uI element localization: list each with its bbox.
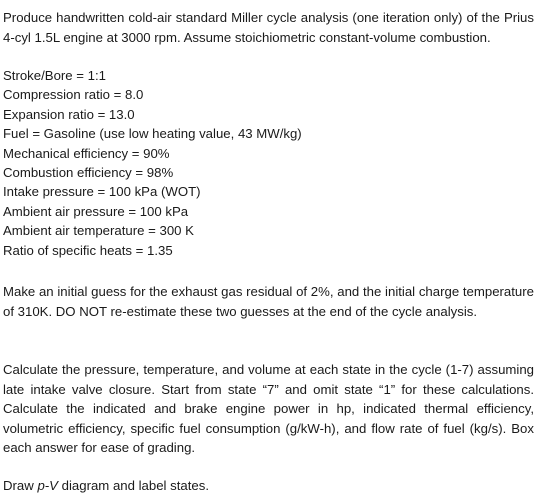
param-ambient-pressure: Ambient air pressure = 100 kPa	[3, 203, 189, 219]
diagram-prefix: Draw	[3, 478, 38, 493]
param-expansion-ratio: Expansion ratio = 13.0	[3, 106, 135, 122]
diagram-instruction	[3, 476, 534, 496]
parameter-list	[3, 66, 534, 260]
param-compression-ratio: Compression ratio = 8.0	[3, 87, 144, 103]
param-mechanical-efficiency: Mechanical efficiency = 90%	[3, 145, 170, 161]
param-ambient-temperature: Ambient air temperature = 300 K	[3, 223, 194, 239]
diagram-suffix: diagram and label states.	[57, 478, 209, 493]
calculation-paragraph: Calculate the pressure, temperature, and volume at each state in the cycle (1-7) assuming late intake valve closure. Start from state “7” and omit state “1” for these calculations. Calculate the indicated and brake engine power in hp, indicated thermal efficiency, volumetric efficiency, specific fuel consumption (g/kW-h), and flow rate of fuel (kg/s). Box each answer for ease of grading.	[3, 362, 534, 456]
param-combustion-efficiency: Combustion efficiency = 98%	[3, 165, 174, 181]
diagram-italic: p-V	[37, 478, 58, 493]
param-specific-heat-ratio: Ratio of specific heats = 1.35	[3, 242, 173, 258]
param-intake-pressure: Intake pressure = 100 kPa (WOT)	[3, 184, 201, 200]
intro-paragraph: Produce handwritten cold-air standard Miller cycle analysis (one iteration only) of the Prius 4-cyl 1.5L engine at 3000 rpm. Assume stoichiometric constant-volume combustion.	[3, 10, 534, 45]
guess-paragraph: Make an initial guess for the exhaust gas residual of 2%, and the initial charge temperature of 310K. DO NOT re-estimate these two guesses at the end of the cycle analysis.	[3, 284, 534, 319]
param-stroke-bore: Stroke/Bore = 1:1	[3, 68, 106, 83]
param-fuel: Fuel = Gasoline (use low heating value, 43 MW/kg)	[3, 126, 302, 142]
